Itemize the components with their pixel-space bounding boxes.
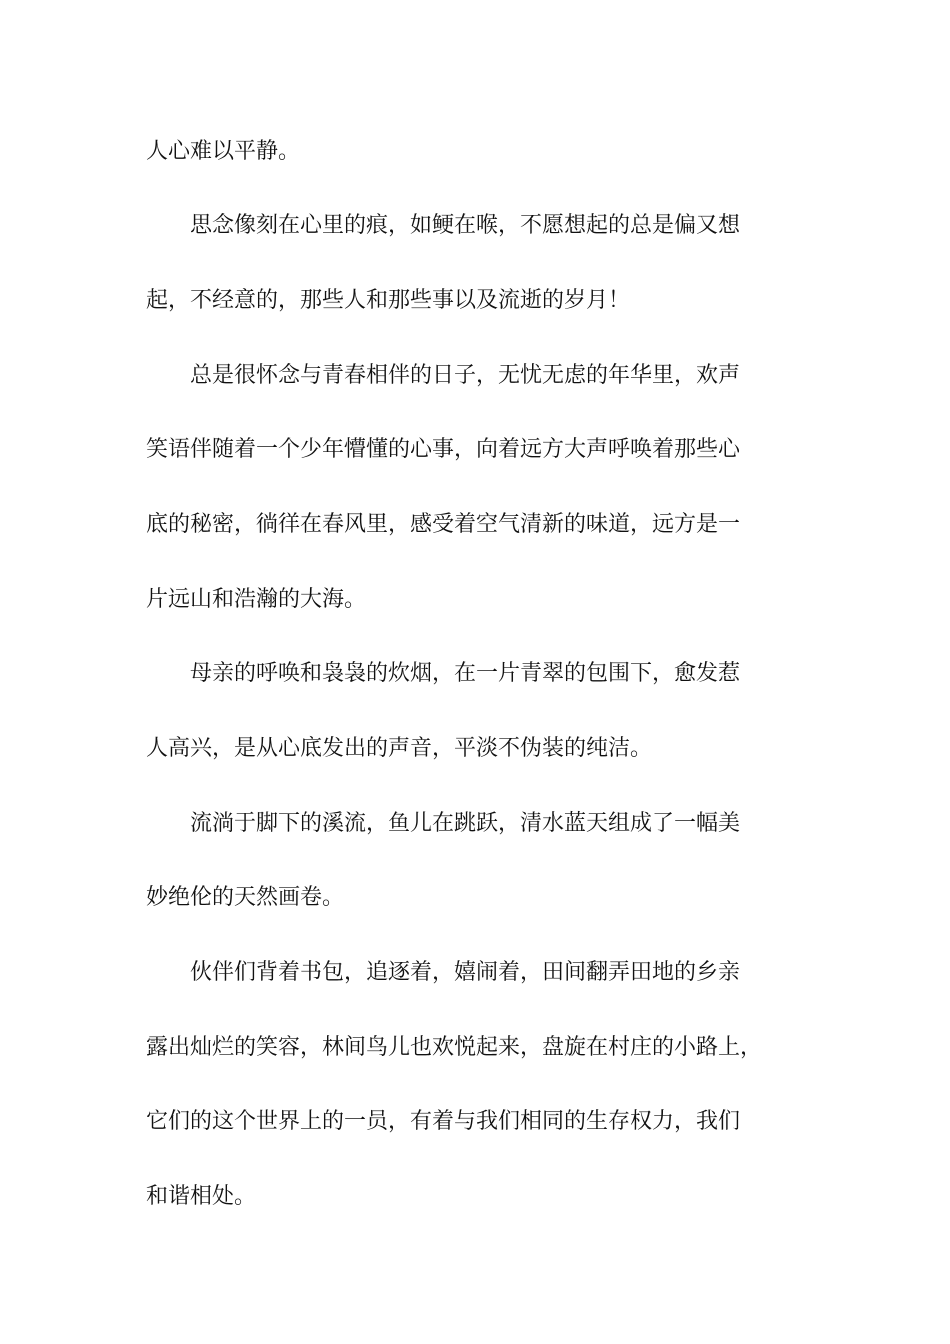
text-line: 笑语伴随着一个少年懵懂的心事，向着远方大声呼唤着那些心 <box>146 437 741 462</box>
text-line: 母亲的呼唤和袅袅的炊烟，在一片青翠的包围下，愈发惹 <box>146 661 741 686</box>
text-line: 总是很怀念与青春相伴的日子，无忧无虑的年华里，欢声 <box>146 363 741 388</box>
text-line: 人高兴，是从心底发出的声音，平淡不伪装的纯洁。 <box>146 736 653 761</box>
text-line: 伙伴们背着书包，追逐着，嬉闹着，田间翻弄田地的乡亲 <box>146 960 741 985</box>
text-line: 人心难以平静。 <box>146 139 301 164</box>
text-line: 和谐相处。 <box>146 1184 257 1209</box>
text-line: 流淌于脚下的溪流，鱼儿在跳跃，清水蓝天组成了一幅美 <box>146 811 741 836</box>
text-line: 底的秘密，徜徉在春风里，感受着空气清新的味道，远方是一 <box>146 512 741 537</box>
text-line: 它们的这个世界上的一员，有着与我们相同的生存权力，我们 <box>146 1109 741 1134</box>
text-line: 思念像刻在心里的痕，如鲠在喉，不愿想起的总是偏又想 <box>146 213 741 238</box>
text-line: 妙绝伦的天然画卷。 <box>146 885 345 910</box>
text-line: 起，不经意的，那些人和那些事以及流逝的岁月！ <box>146 288 631 313</box>
text-line: 露出灿烂的笑容，林间鸟儿也欢悦起来，盘旋在村庄的小路上， <box>146 1035 763 1060</box>
text-line: 片远山和浩瀚的大海。 <box>146 587 367 612</box>
